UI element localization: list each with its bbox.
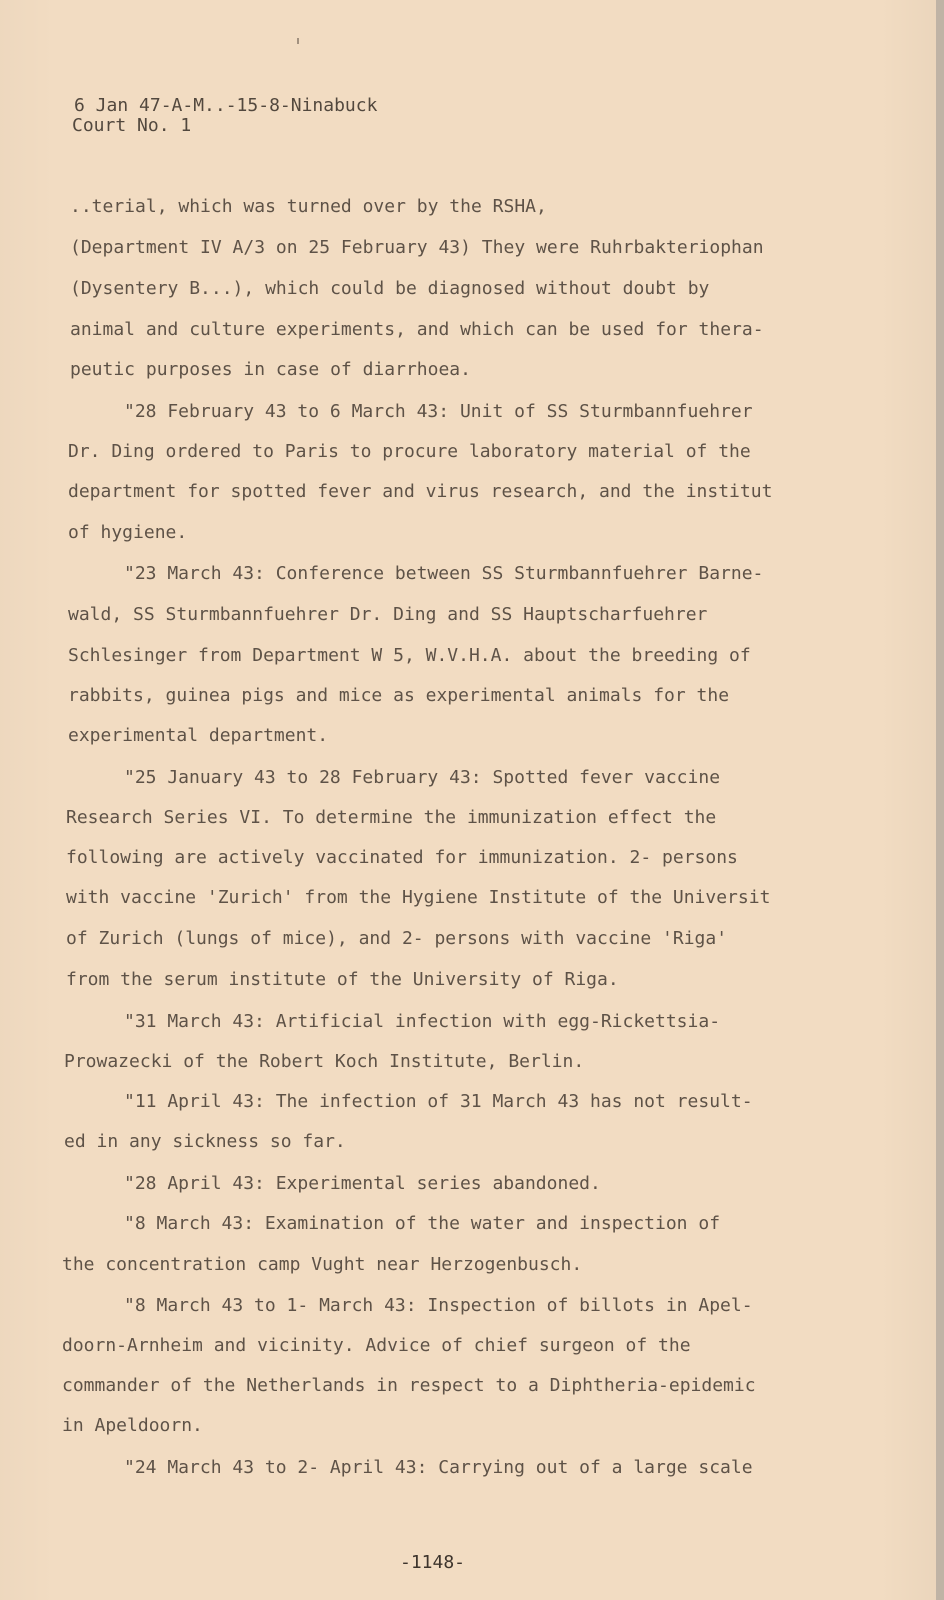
body-line: ed in any sickness so far. xyxy=(64,1131,346,1152)
body-line: Prowazecki of the Robert Koch Institute, Berlin. xyxy=(64,1051,585,1072)
body-line: following are actively vaccinated for immunization. 2- persons xyxy=(66,847,738,868)
body-line: "8 March 43: Examination of the water and inspection of xyxy=(124,1213,721,1234)
body-line: "31 March 43: Artificial infection with egg-Rickettsia- xyxy=(124,1011,721,1032)
body-line: "8 March 43 to 1- March 43: Inspection of billots in Apel- xyxy=(124,1295,753,1316)
body-line: from the serum institute of the University of Riga. xyxy=(66,969,619,990)
body-line: (Dysentery B...), which could be diagnosed without doubt by xyxy=(70,278,710,299)
header-line-date-court: 6 Jan 47-A-M..-15-8-Ninabuck xyxy=(74,95,378,116)
body-line: animal and culture experiments, and which can be used for thera- xyxy=(70,319,764,340)
body-line: department for spotted fever and virus research, and the institut xyxy=(68,481,773,502)
body-line: Schlesinger from Department W 5, W.V.H.A. about the breeding of xyxy=(68,645,751,666)
page-edge xyxy=(936,0,944,1600)
body-line: the concentration camp Vught near Herzogenbusch. xyxy=(62,1254,583,1275)
body-line: "25 January 43 to 28 February 43: Spotted fever vaccine xyxy=(124,767,721,788)
body-line: "23 March 43: Conference between SS Sturmbannfuehrer Barne- xyxy=(124,563,764,584)
body-line: commander of the Netherlands in respect to a Diphtheria-epidemic xyxy=(62,1375,756,1396)
body-line: Research Series VI. To determine the immunization effect the xyxy=(66,807,717,828)
page-number: -1148- xyxy=(400,1552,466,1573)
body-line: doorn-Arnheim and vicinity. Advice of chief surgeon of the xyxy=(62,1335,691,1356)
body-line: wald, SS Sturmbannfuehrer Dr. Ding and SS Hauptscharfuehrer xyxy=(68,604,708,625)
body-line: of Zurich (lungs of mice), and 2- persons with vaccine 'Riga' xyxy=(66,928,728,949)
body-line: "28 April 43: Experimental series abandoned. xyxy=(124,1173,601,1194)
body-line: "11 April 43: The infection of 31 March 43 has not result- xyxy=(124,1091,753,1112)
body-line: Dr. Ding ordered to Paris to procure laboratory material of the xyxy=(68,441,751,462)
body-line: peutic purposes in case of diarrhoea. xyxy=(70,359,471,380)
paper-mark xyxy=(297,38,299,44)
header-line-court: Court No. 1 xyxy=(72,115,192,136)
body-line: rabbits, guinea pigs and mice as experimental animals for the xyxy=(68,685,730,706)
body-line: ..terial, which was turned over by the RSHA, xyxy=(70,196,547,217)
body-line: of hygiene. xyxy=(68,522,188,543)
body-line: with vaccine 'Zurich' from the Hygiene Institute of the Universit xyxy=(66,887,771,908)
body-line: in Apeldoorn. xyxy=(62,1415,203,1436)
body-line: experimental department. xyxy=(68,725,329,746)
body-line: "24 March 43 to 2- April 43: Carrying out of a large scale xyxy=(124,1457,753,1478)
body-line: (Department IV A/3 on 25 February 43) They were Ruhrbakteriophan xyxy=(70,237,764,258)
body-line: "28 February 43 to 6 March 43: Unit of SS Sturmbannfuehrer xyxy=(124,401,753,422)
